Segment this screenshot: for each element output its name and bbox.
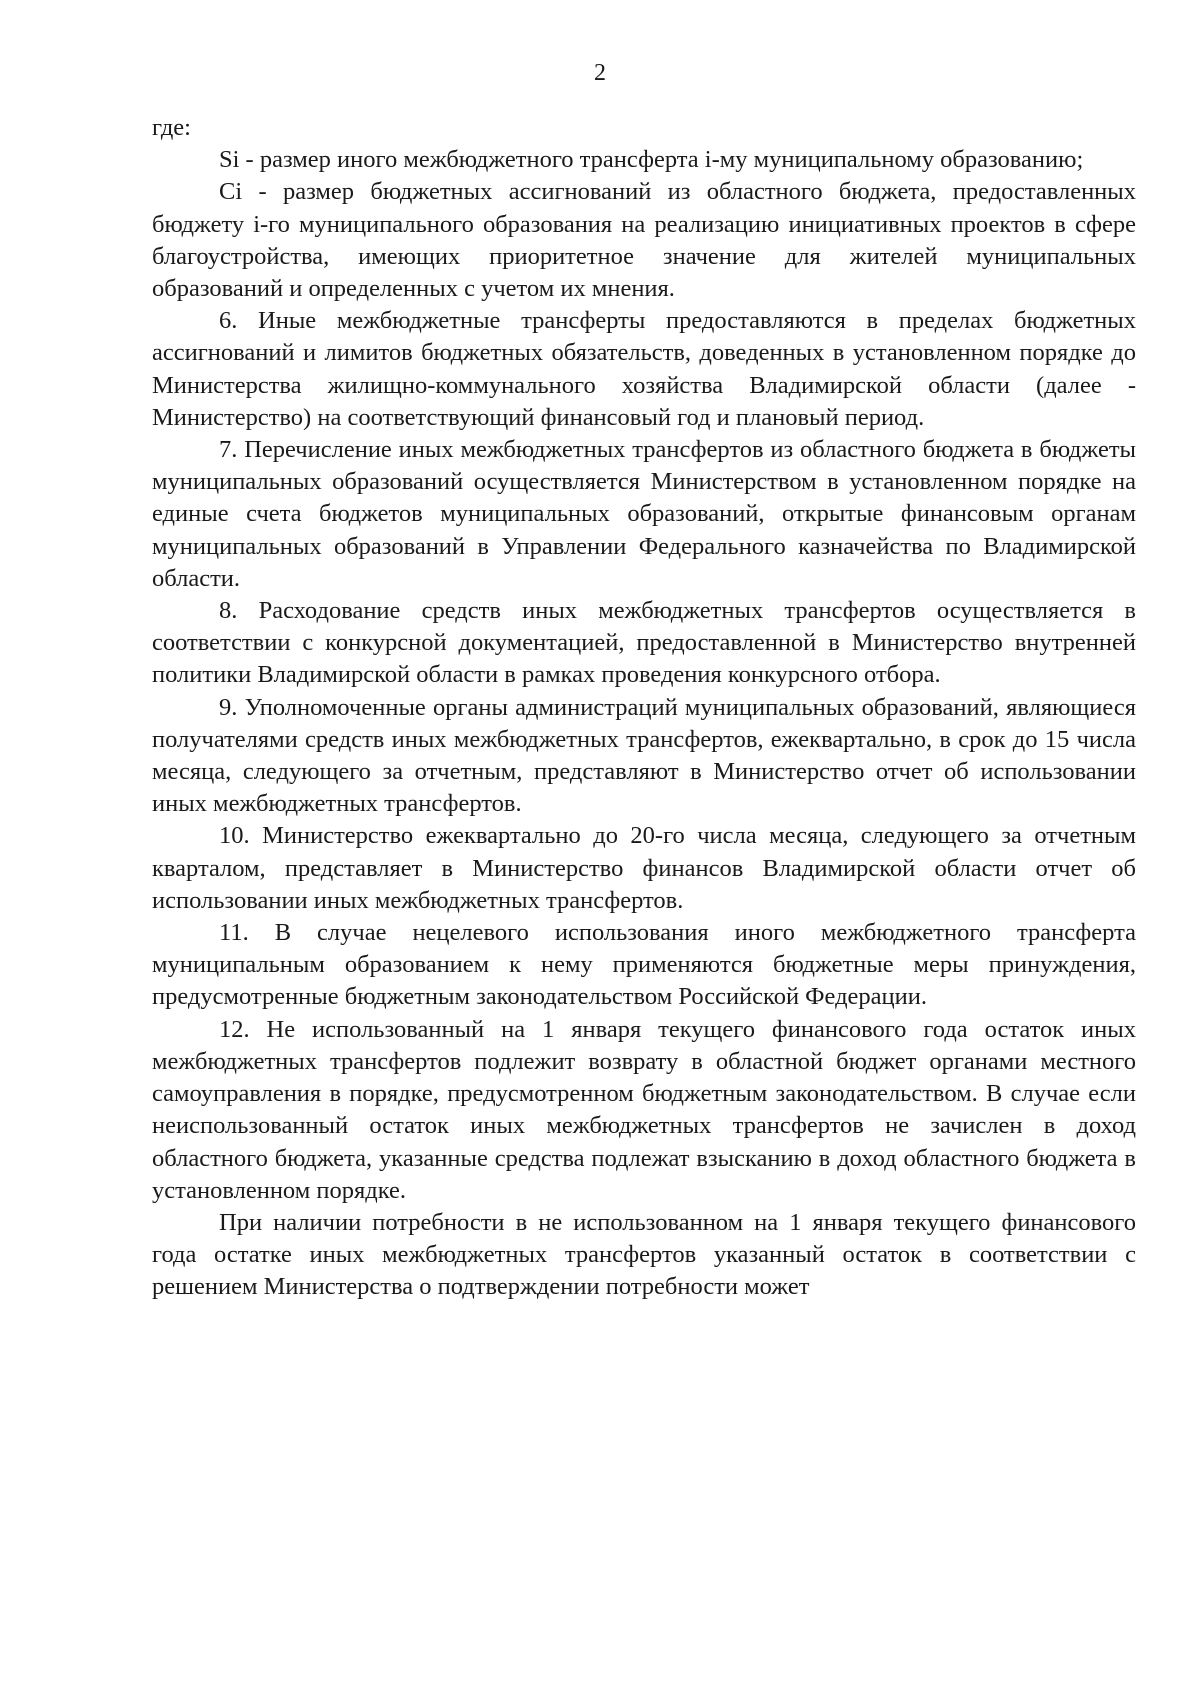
paragraph-si-definition: Si - размер иного межбюджетного трансферта i-му муниципальному образованию; bbox=[219, 146, 1084, 174]
paragraph-item-12: 12. Не использованный на 1 января текущего финансового года остаток иных межбюджетных трансфертов подлежит возврату в областной бюджет органами местного самоуправления в порядке, предусмотренном бюджетным законодательством. В случае если неиспользованный остаток иных межбюджетных трансфертов не зачислен в доход областного бюджета, указанные средства подлежат взысканию в доход областного бюджета в установленном порядке. bbox=[152, 1015, 1136, 1204]
paragraph-ci-definition: Ci - размер бюджетных ассигнований из областного бюджета, предоставленных бюджету i-го муниципального образования на реализацию инициативных проектов в сфере благоустройства, имеющих приоритетное значение для жителей муниципальных образований и определенных с учетом их мнения. bbox=[152, 178, 1136, 303]
paragraph-item-10: 10. Министерство ежеквартально до 20-го числа месяца, следующего за отчетным кварталом, представляет в Министерство финансов Владимирской области отчет об использовании иных межбюджетных трансфертов. bbox=[152, 822, 1136, 914]
paragraph-where: где: bbox=[152, 114, 191, 141]
paragraph-item-7: 7. Перечисление иных межбюджетных трансфертов из областного бюджета в бюджеты муниципальных образований осуществляется Министерством в установленном порядке на единые счета бюджетов муниципальных образований, открытые финансовым органам муниципальных образований в Управлении Федерального казначейства по Владимирской области. bbox=[152, 436, 1136, 592]
paragraph-item-8: 8. Расходование средств иных межбюджетных трансфертов осуществляется в соответствии с конкурсной документацией, предоставленной в Министерство внутренней политики Владимирской области в рамках проведения конкурсного отбора. bbox=[152, 597, 1136, 689]
paragraph-item-11: 11. В случае нецелевого использования иного межбюджетного трансферта муниципальным образованием к нему применяются бюджетные меры принуждения, предусмотренные бюджетным законодательством Российской Федерации. bbox=[152, 919, 1136, 1011]
page-number: 2 bbox=[594, 60, 606, 86]
paragraph-remainder-need: При наличии потребности в не использованном на 1 января текущего финансового года остатке иных межбюджетных трансфертов указанный остаток в соответствии с решением Министерства о подтверждении потребности может bbox=[152, 1208, 1136, 1301]
paragraph-item-6: 6. Иные межбюджетные трансферты предоставляются в пределах бюджетных ассигнований и лимитов бюджетных обязательств, доведенных в установленном порядке до Министерства жилищно-коммунального хозяйства Владимирской области (далее - Министерство) на соответствующий финансовый год и плановый период. bbox=[152, 307, 1136, 431]
paragraph-item-9: 9. Уполномоченные органы администраций муниципальных образований, являющиеся получателями средств иных межбюджетных трансфертов, ежеквартально, в срок до 15 числа месяца, следующего за отчетным, представляют в Министерство отчет об использовании иных межбюджетных трансфертов. bbox=[152, 693, 1136, 818]
document-body bbox=[152, 112, 1136, 1304]
